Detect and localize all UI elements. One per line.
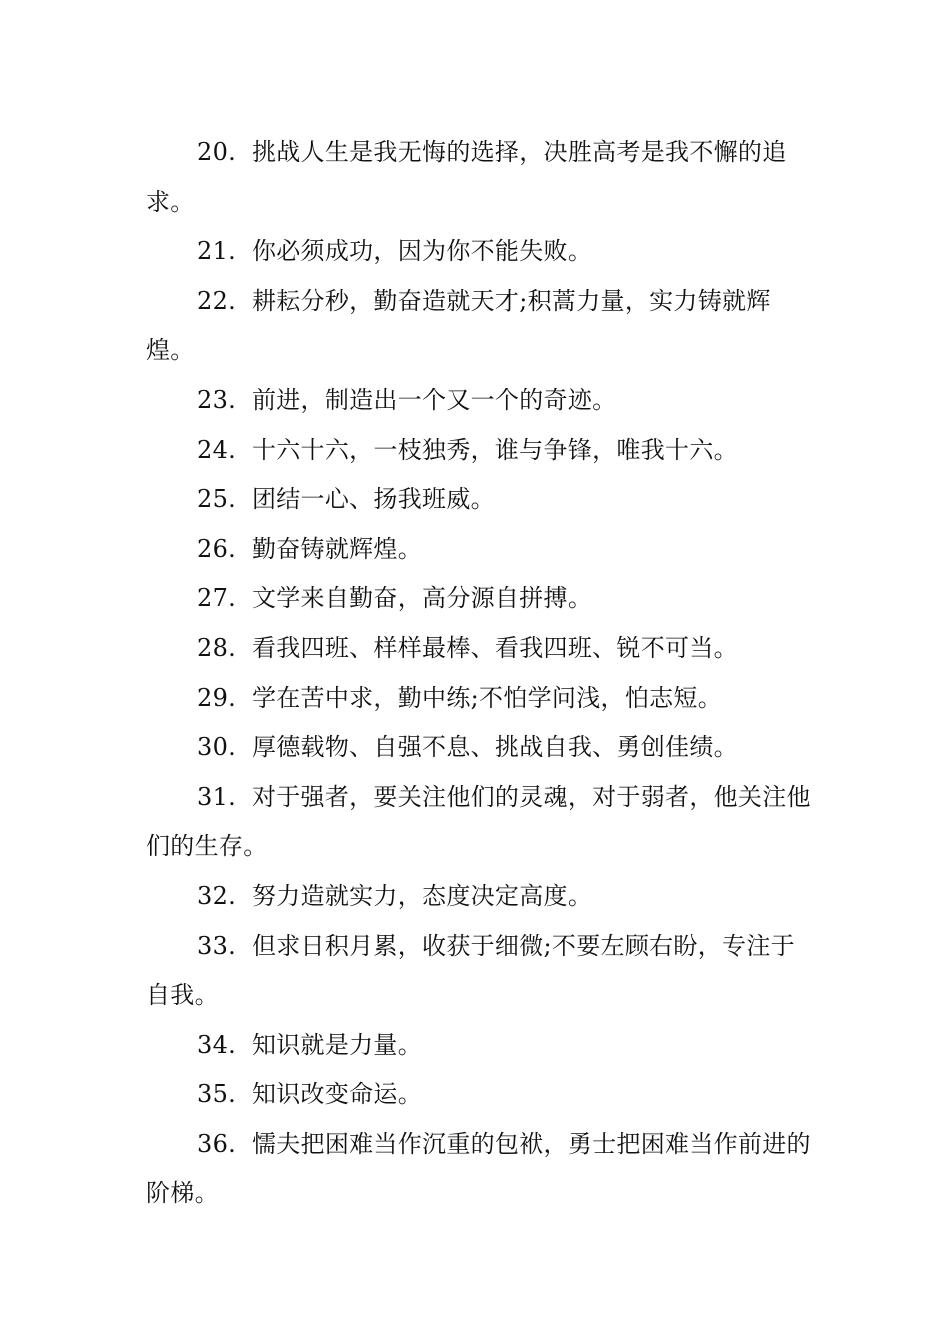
list-item <box>146 773 811 872</box>
item-text: 厚德载物、自强不息、挑战自我、勇创佳绩。 <box>251 733 738 762</box>
item-number: 28. <box>197 633 237 662</box>
item-number: 36. <box>197 1129 237 1158</box>
item-text: 但求日积月累，收获于细微;不要左顾右盼，专注于自我。 <box>146 931 795 1010</box>
item-text: 团结一心、扬我班威。 <box>251 485 495 514</box>
item-text: 耕耘分秒，勤奋造就天才;积蒿力量，实力铸就辉煌。 <box>146 286 771 365</box>
list-item <box>146 475 811 525</box>
item-number: 24. <box>197 435 237 464</box>
item-text: 懦夫把困难当作沉重的包袱，勇士把困难当作前进的阶梯。 <box>146 1129 811 1208</box>
item-text: 知识改变命运。 <box>251 1080 423 1109</box>
item-text: 知识就是力量。 <box>251 1030 423 1059</box>
list-item <box>146 227 811 277</box>
item-number: 22. <box>197 286 237 315</box>
item-number: 21. <box>197 237 237 266</box>
item-text: 看我四班、样样最棒、看我四班、锐不可当。 <box>251 633 738 662</box>
item-text: 对于强者，要关注他们的灵魂，对于弱者，他关注他们的生存。 <box>146 782 811 861</box>
item-text: 文学来自勤奋，高分源自拼搏。 <box>251 584 593 613</box>
item-number: 30. <box>197 733 237 762</box>
item-number: 31. <box>197 782 237 811</box>
list-item <box>146 1120 811 1219</box>
item-number: 25. <box>197 485 237 514</box>
list-item <box>146 1070 811 1120</box>
item-number: 27. <box>197 584 237 613</box>
list-item <box>146 574 811 624</box>
item-number: 35. <box>197 1080 237 1109</box>
list-item <box>146 674 811 724</box>
item-text: 学在苦中求，勤中练;不怕学问浅，怕志短。 <box>251 683 723 712</box>
list-item <box>146 872 811 922</box>
item-text: 挑战人生是我无悔的选择，决胜高考是我不懈的追求。 <box>146 138 787 216</box>
item-text: 你必须成功，因为你不能失败。 <box>251 237 593 266</box>
list-item <box>146 128 811 227</box>
list-item <box>146 277 811 376</box>
item-number: 20. <box>197 138 237 166</box>
item-number: 34. <box>197 1030 237 1059</box>
item-text: 努力造就实力，态度决定高度。 <box>251 881 593 910</box>
item-number: 32. <box>197 881 237 910</box>
item-text: 勤奋铸就辉煌。 <box>251 534 423 563</box>
list-item <box>146 922 811 1021</box>
item-number: 29. <box>197 683 237 712</box>
list-item <box>146 723 811 773</box>
item-number: 26. <box>197 534 237 563</box>
slogan-list <box>146 128 811 1219</box>
list-item <box>146 1021 811 1071</box>
list-item <box>146 376 811 426</box>
list-item <box>146 525 811 575</box>
item-text: 前进，制造出一个又一个的奇迹。 <box>251 385 617 414</box>
item-text: 十六十六，一枝独秀，谁与争锋，唯我十六。 <box>251 435 738 464</box>
list-item <box>146 624 811 674</box>
list-item <box>146 426 811 476</box>
item-number: 33. <box>197 931 237 960</box>
item-number: 23. <box>197 385 237 414</box>
